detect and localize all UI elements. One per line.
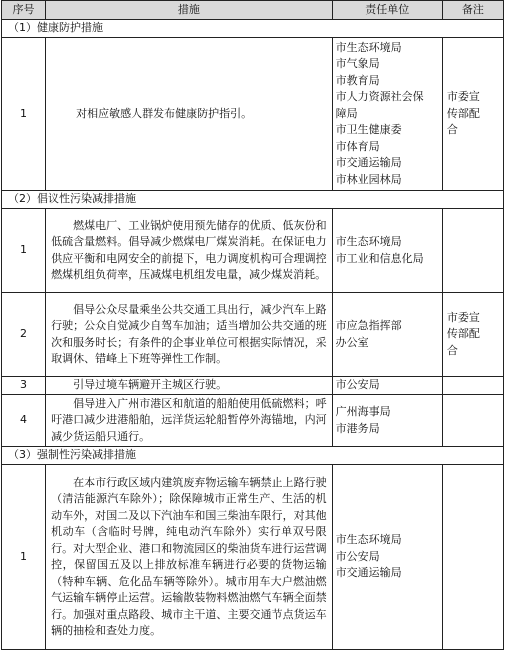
note-line: 市委宣 [446, 310, 480, 324]
responsible-units [332, 395, 442, 447]
measure-text: 倡导公众尽量乘坐公共交通工具出行，减少汽车上路行驶；公众自觉减少自驾车加油；适当增加公共交通的班次和服务时长；有条件的企事业单位可根据实际情况，采取调休、错峰上下班等弹性工作制。 [46, 293, 333, 377]
measure-text: 倡导进入广州市港区和航道的船舶使用低硫燃料；呼吁港口减少进港船舶，远洋货运轮船暂停外海锚地，内河减少货运船只通行。 [46, 395, 333, 447]
note-cell [442, 209, 503, 293]
row-number: 3 [2, 377, 46, 395]
section-row [2, 20, 504, 38]
unit-line: 广州海事局 [335, 405, 391, 418]
table-row [2, 465, 504, 650]
responsible-units [332, 465, 442, 650]
unit-line: 障局 [335, 106, 358, 120]
row-number: 4 [2, 395, 46, 447]
note-cell [442, 293, 503, 377]
responsible-units [332, 38, 442, 191]
unit-line: 市港务局 [335, 421, 380, 435]
note-line: 合 [446, 123, 458, 137]
unit-line: 市交通运输局 [335, 566, 402, 580]
note-cell [442, 465, 503, 650]
unit-line: 市公安局 [335, 549, 380, 563]
note-cell [442, 38, 503, 191]
note-cell [442, 377, 503, 395]
unit-line: 市公安局 [335, 378, 380, 392]
measure-text: 引导过境车辆避开主城区行驶。 [46, 377, 333, 395]
note-line: 传部配 [446, 327, 480, 341]
header-measure: 措施 [46, 1, 333, 20]
unit-line: 市工业和信息化局 [335, 251, 424, 265]
measures-table [1, 0, 504, 650]
header-unit: 责任单位 [332, 1, 442, 20]
unit-line: 市气象局 [335, 57, 380, 71]
table-row [2, 377, 504, 395]
section-title: （1）健康防护措施 [2, 20, 504, 38]
section-title: （3）强制性污染减排措施 [2, 447, 504, 465]
unit-line: 市体育局 [335, 139, 380, 153]
section-row [2, 447, 504, 465]
row-number: 2 [2, 293, 46, 377]
section-title: （2）倡议性污染减排措施 [2, 191, 504, 209]
unit-line: 市生态环境局 [335, 533, 402, 547]
responsible-units [332, 293, 442, 377]
responsible-units [332, 209, 442, 293]
row-number: 1 [2, 209, 46, 293]
unit-line: 市生态环境局 [335, 40, 402, 54]
measure-text: 在本市行政区域内建筑废弃物运输车辆禁止上路行驶（清洁能源汽车除外）；除保障城市正常生产、生活的机动车外，对国二及以下汽油车和国三柴油车限行，对其他机动车（含临时号牌，纯电动汽车除外）实行单双号限行。对大型企业、港口和物流园区的柴油货车进行运营调控，保留国五及以上排放标准车辆进行必要的货物运输（特种车辆、危化品车辆等除外）。城市用车大户燃油燃气运输车辆停止运营。运输散装物料燃油燃气车辆全面禁行。加强对重点路段、城市主干道、主要交通节点货运车辆的抽检和查处力度。 [46, 465, 333, 650]
note-line: 传部配 [446, 106, 480, 120]
responsible-units [332, 377, 442, 395]
table-row [2, 209, 504, 293]
row-number: 1 [2, 465, 46, 650]
unit-line: 市林业园林局 [335, 172, 402, 186]
unit-line: 市卫生健康委 [335, 123, 402, 137]
unit-line: 市生态环境局 [335, 235, 402, 248]
section-row [2, 191, 504, 209]
unit-line: 市人力资源社会保 [335, 90, 424, 104]
note-cell [442, 395, 503, 447]
note-line: 市委宣 [446, 90, 480, 104]
header-note: 备注 [442, 1, 503, 20]
table-row [2, 38, 504, 191]
header-row [2, 1, 504, 20]
measure-text: 燃煤电厂、工业锅炉使用预先储存的优质、低灰份和低硫含量燃料。倡导减少燃煤电厂煤炭消耗。在保证电力供应平衡和电网安全的前提下，电力调度机构可合理调控燃煤机组负荷率，压减煤电机组发电量，减少煤炭消耗。 [46, 209, 333, 293]
row-number: 1 [2, 38, 46, 191]
unit-line: 市应急指挥部 [335, 319, 402, 332]
table-row [2, 395, 504, 447]
unit-line: 市交通运输局 [335, 156, 402, 170]
measure-text: 对相应敏感人群发布健康防护指引。 [46, 38, 333, 191]
unit-line: 市教育局 [335, 73, 380, 87]
unit-line: 办公室 [335, 335, 369, 349]
table-row [2, 293, 504, 377]
note-line: 合 [446, 343, 458, 357]
header-no: 序号 [2, 1, 46, 20]
